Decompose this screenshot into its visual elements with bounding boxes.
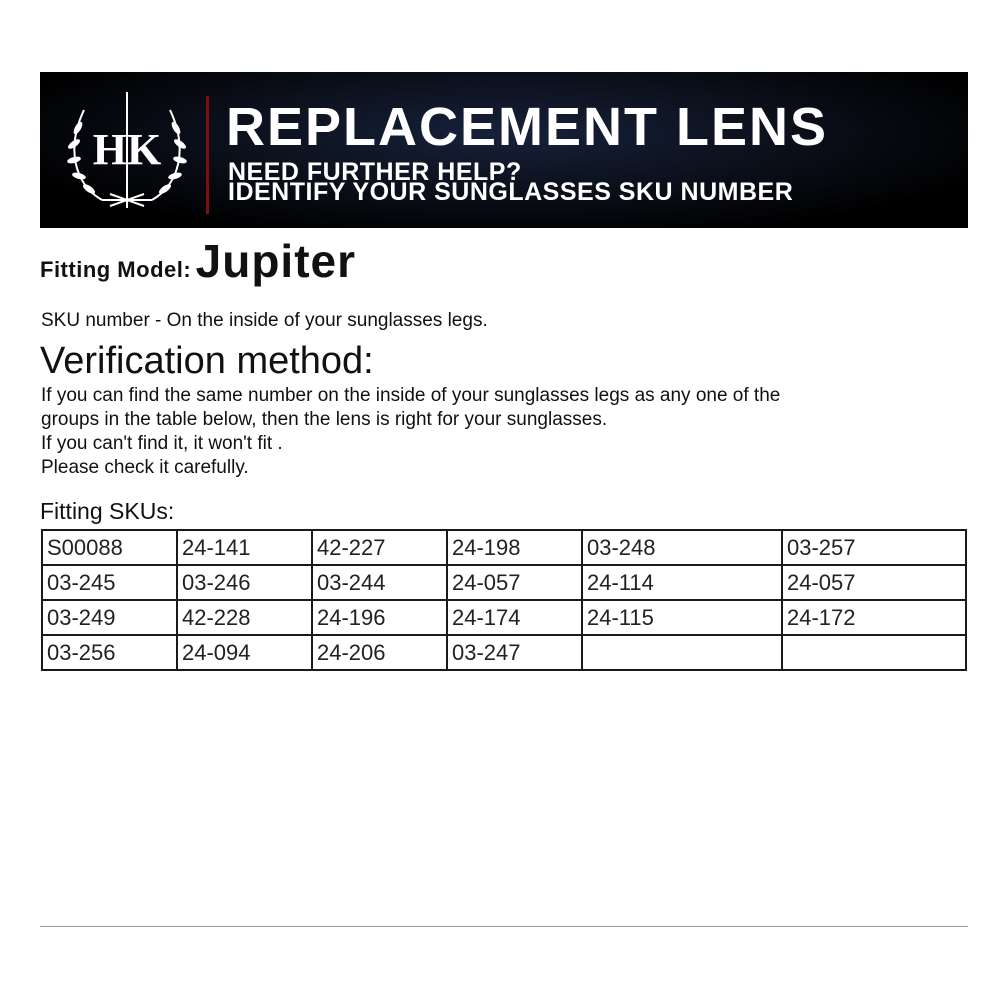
sku-cell: 03-248 — [582, 530, 782, 565]
sku-cell: 03-257 — [782, 530, 966, 565]
verification-line: If you can find the same number on the inside of your sunglasses legs as any one of the — [41, 385, 781, 406]
fitting-skus-table — [41, 529, 967, 671]
sku-cell-empty — [782, 635, 966, 670]
sku-cell: 24-141 — [177, 530, 312, 565]
sku-cell: 42-227 — [312, 530, 447, 565]
header-banner — [40, 72, 968, 228]
fitting-skus-heading: Fitting SKUs: — [40, 498, 175, 524]
table-row — [42, 635, 966, 670]
fitting-model-value: Jupiter — [195, 235, 357, 287]
sku-cell: 03-246 — [177, 565, 312, 600]
banner-divider — [206, 96, 209, 214]
fitting-model-label: Fitting Model: — [40, 257, 192, 282]
table-row — [42, 600, 966, 635]
banner-title: REPLACEMENT LENS — [226, 97, 829, 157]
sku-cell: 03-245 — [42, 565, 177, 600]
sku-info-text: SKU number - On the inside of your sunglasses legs. — [41, 310, 488, 331]
sku-cell: 24-174 — [447, 600, 582, 635]
verification-line: Please check it carefully. — [41, 457, 249, 478]
sku-cell: 24-057 — [782, 565, 966, 600]
verification-heading: Verification method: — [40, 340, 374, 382]
sku-cell: S00088 — [42, 530, 177, 565]
banner-subtitle-sku: IDENTIFY YOUR SUNGLASSES SKU NUMBER — [228, 178, 794, 206]
sku-cell: 24-196 — [312, 600, 447, 635]
sku-cell: 24-206 — [312, 635, 447, 670]
sku-cell-empty — [582, 635, 782, 670]
sku-cell: 03-244 — [312, 565, 447, 600]
banner-subtitle-help: NEED FURTHER HELP? — [228, 158, 522, 186]
hk-laurel-logo — [62, 88, 192, 214]
sku-cell: 24-057 — [447, 565, 582, 600]
logo-text: HK — [92, 125, 162, 174]
sku-cell: 24-172 — [782, 600, 966, 635]
sku-cell: 03-249 — [42, 600, 177, 635]
table-row — [42, 530, 966, 565]
verification-line: groups in the table below, then the lens is right for your sunglasses. — [41, 409, 608, 430]
verification-line: If you can't find it, it won't fit . — [41, 433, 283, 454]
bottom-divider — [40, 926, 968, 927]
sku-cell: 24-094 — [177, 635, 312, 670]
fitting-model — [40, 234, 356, 288]
sku-cell: 42-228 — [177, 600, 312, 635]
table-row — [42, 565, 966, 600]
sku-cell: 24-114 — [582, 565, 782, 600]
sku-cell: 24-115 — [582, 600, 782, 635]
sku-cell: 03-256 — [42, 635, 177, 670]
sku-cell: 24-198 — [447, 530, 582, 565]
sku-cell: 03-247 — [447, 635, 582, 670]
verification-body — [41, 384, 961, 480]
